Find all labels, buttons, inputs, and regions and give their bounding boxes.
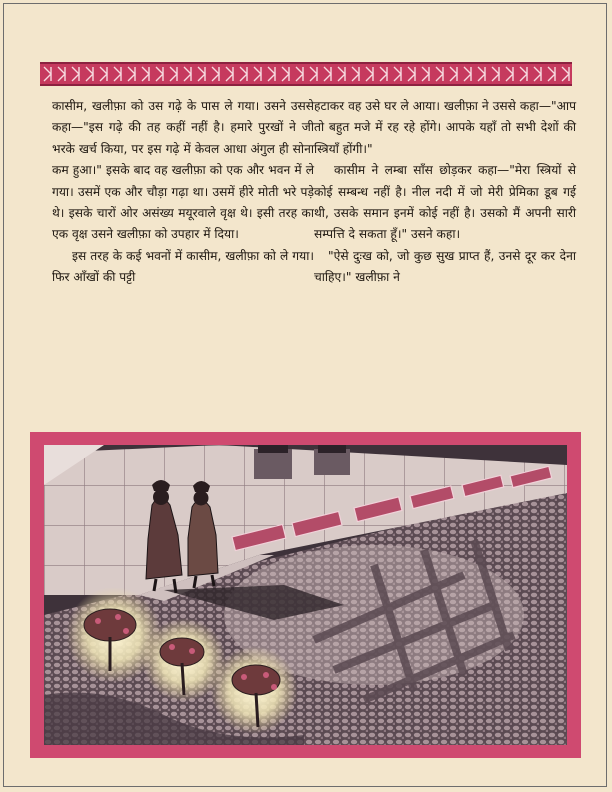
header-motif: [100, 67, 107, 81]
header-motif: [506, 67, 513, 81]
header-motif: [156, 67, 163, 81]
header-motif: [198, 67, 205, 81]
header-motif: [464, 67, 471, 81]
header-motif: [394, 67, 401, 81]
garden-scene: [44, 445, 567, 745]
header-motif: [44, 67, 51, 81]
header-motif: [268, 67, 275, 81]
illustration: [44, 445, 567, 745]
header-motif: [282, 67, 289, 81]
header-motif: [324, 67, 331, 81]
header-motif: [366, 67, 373, 81]
header-motif: [520, 67, 527, 81]
header-motif: [296, 67, 303, 81]
header-motif: [548, 67, 555, 81]
header-motif: [142, 67, 149, 81]
header-motif: [408, 67, 415, 81]
header-decorative-band: [40, 62, 572, 86]
header-motif: [240, 67, 247, 81]
header-motif: [380, 67, 387, 81]
header-motif: [436, 67, 443, 81]
header-pattern: [40, 64, 572, 84]
illustration-frame: [30, 432, 581, 758]
header-motif: [338, 67, 345, 81]
header-motif: [58, 67, 65, 81]
header-motif: [170, 67, 177, 81]
header-motif: [352, 67, 359, 81]
header-motif: [534, 67, 541, 81]
header-motif: [114, 67, 121, 81]
header-motif: [212, 67, 219, 81]
left-paragraph-2: इस तरह के कई भवनों में कासीम, खलीफ़ा को ले गया। फिर आँखों की पट्टी: [52, 248, 314, 285]
header-motif: [86, 67, 93, 81]
header-motif: [492, 67, 499, 81]
header-motif: [72, 67, 79, 81]
header-motif: [450, 67, 457, 81]
left-paragraph-1: कासीम, खलीफ़ा को उस गढ़े के पास ले गया। उसने उससे कहा—"इस गढ़े की तह कहीं नहीं है। हमारे पुरखों ने जी भरके खर्च किया, पर इस गढ़े में केवल आधा अंगुल ही सोना कम हुआ।" इसके बाद वह खलीफ़ा को एक और भवन में ले गया। उसमें एक और चौड़ा गढ़ा था। उसमें हीरे मोती भरे पड़े थे। इसके चारों ओर असंख्य मयूरवाले वृक्ष थे। इसी तरह का एक वृक्ष उसने खलीफ़ा को उपहार में दिया।: [52, 99, 314, 242]
header-motif: [184, 67, 191, 81]
column-base-1: [254, 449, 292, 479]
header-motif: [422, 67, 429, 81]
header-motif: [254, 67, 261, 81]
right-paragraph-1: हटाकर वह उसे घर ले आया। खलीफ़ा ने उससे कहा—"आप तो बहुत मजे में रह रहे होंगे। आपके यहाँ तो सभी देशों की स्त्रियाँ होंगी।": [314, 99, 576, 156]
header-motif: [562, 67, 569, 81]
header-motif: [128, 67, 135, 81]
right-text-column: [314, 96, 576, 289]
right-paragraph-3: "ऐसे दुःख को, जो कुछ सुख प्राप्त हैं, उनसे दूर कर देना चाहिए।" खलीफ़ा ने: [314, 248, 576, 285]
header-motif: [226, 67, 233, 81]
header-motif: [310, 67, 317, 81]
right-paragraph-2: कासीम ने लम्बा साँस छोड़कर कहा—"मेरा स्त्रियों से कोई सम्बन्ध नहीं है। नील नदी में जो मेरी प्रेमिका डूब गई थी, उसके समान इनमें कोई नहीं है। उसको मैं अपनी सारी सम्पत्ति दे सकता हूँ।" उसने कहा।: [314, 163, 576, 242]
left-text-column: [52, 96, 314, 289]
header-motif: [478, 67, 485, 81]
